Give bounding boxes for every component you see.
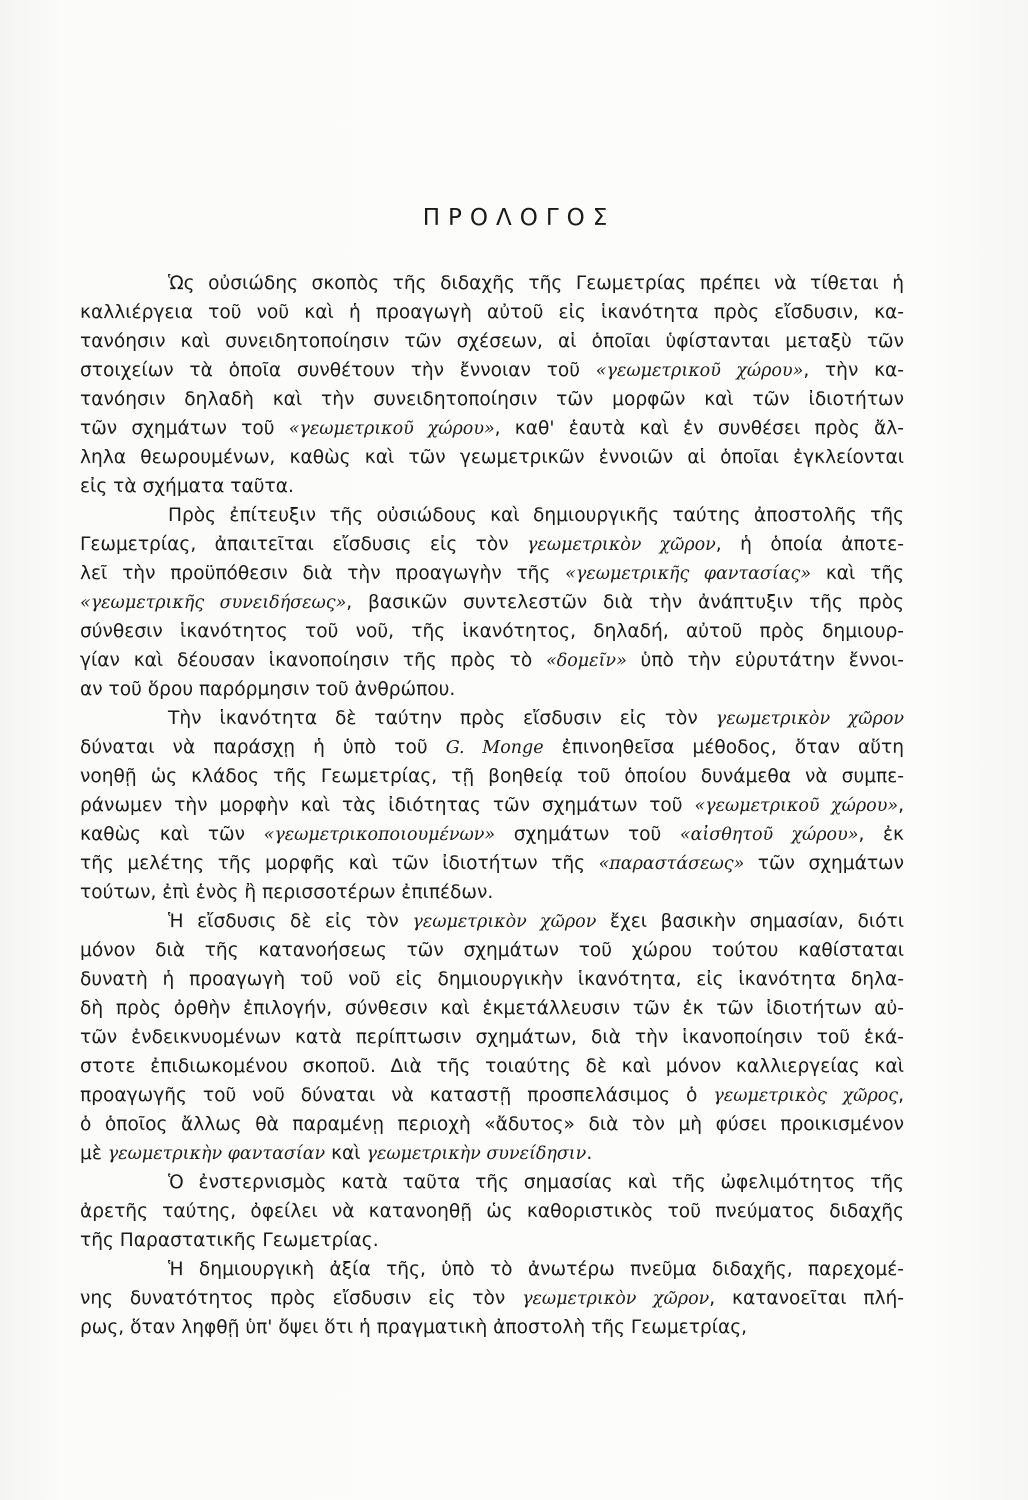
text-run: τανόησιν καὶ συνειδητοποίησιν τῶν σχέσεων, αἱ ὁποῖαι ὑφίστανται μεταξὺ τῶν (80, 331, 904, 352)
text-line (80, 501, 904, 530)
italic-term: γεωμετρικὸν χῶρον (412, 912, 597, 932)
text-line (80, 762, 904, 791)
italic-term: «γεωμετρικῆς φαντασίας» (565, 564, 812, 584)
document-body (80, 269, 904, 1342)
text-run: Ὁ ἐνστερνισμὸς κατὰ ταῦτα τῆς σημασίας καὶ τῆς ὠφελιμότητος τῆς (168, 1172, 904, 1193)
text-line (80, 1226, 904, 1255)
text-run: δύναται νὰ παράσχῃ ἡ ὑπὸ τοῦ (80, 737, 446, 758)
text-run: . (586, 1143, 593, 1164)
text-line (80, 646, 904, 675)
paragraph (80, 907, 904, 1168)
italic-term: γεωμετρικὸν χῶρον (715, 709, 904, 729)
text-line (80, 994, 904, 1023)
italic-term: γεωμετρικὸν χῶρον (522, 1289, 710, 1309)
text-run: νοηθῇ ὡς κλάδος τῆς Γεωμετρίας, τῇ βοηθείᾳ τοῦ ὁποίου δυνάμεθα νὰ συμπε- (80, 766, 904, 787)
text-run: σύνθεσιν ἱκανότητος τοῦ νοῦ, τῆς ἱκανότητος, δηλαδή, αὐτοῦ πρὸς δημιουρ- (80, 621, 904, 642)
page-title: ΠΡΟΛΟΓΟΣ (422, 205, 616, 231)
text-line (80, 588, 904, 617)
text-run: , (898, 795, 904, 816)
text-line (80, 936, 904, 965)
text-line (80, 907, 904, 936)
text-run: ἀρετῆς ταύτης, ὀφείλει νὰ κατανοηθῇ ὡς καθοριστικὸς τοῦ πνεύματος διδαχῆς (80, 1201, 904, 1222)
text-run: στοιχείων τὰ ὁποῖα συνθέτουν τὴν ἔννοιαν τοῦ (80, 360, 596, 381)
text-run: , βασικῶν συντελεστῶν διὰ τὴν ἀνάπτυξιν τῆς πρὸς (346, 592, 904, 613)
text-run: καὶ τῆς (811, 563, 904, 584)
text-line (80, 675, 904, 704)
text-run: λεῖ τὴν προϋπόθεσιν διὰ τὴν προαγωγὴν τῆς (80, 563, 566, 584)
text-run: καλλιέργεια τοῦ νοῦ καὶ ἡ προαγωγὴ αὐτοῦ εἰς ἱκανότητα πρὸς εἴσδυσιν, κα- (80, 302, 904, 323)
italic-term: γεωμετρικὸς χῶρος (713, 1086, 899, 1106)
text-line (80, 1313, 904, 1342)
text-line (80, 559, 904, 588)
text-line (80, 472, 904, 501)
text-run: ἔχει βασικὴν σημασίαν, διότι (596, 911, 904, 932)
text-run: αν τοῦ ὅρου παρόρμησιν τοῦ ἀνθρώπου. (80, 679, 456, 700)
text-line (80, 1081, 904, 1110)
text-run: , τὴν κα- (803, 360, 905, 381)
text-run: γίαν καὶ δέουσαν ἱκανοποίησιν τῆς πρὸς τὸ (80, 650, 547, 671)
paragraph (80, 269, 904, 501)
text-run: ἐπινοηθεῖσα μέθοδος, ὅταν αὕτη (543, 737, 905, 758)
text-run: τῶν σχημάτων (744, 853, 904, 874)
italic-term: «αἰσθητοῦ χώρου» (679, 825, 859, 845)
text-run: μόνον διὰ τῆς κατανοήσεως τῶν σχημάτων τοῦ χώρου τούτου καθίσταται (80, 940, 904, 961)
italic-term: γεωμετρικὴν φαντασίαν (107, 1144, 326, 1164)
text-line (80, 385, 904, 414)
text-run: τῶν σχημάτων τοῦ (80, 418, 289, 439)
text-run: τῆς μελέτης τῆς μορφῆς καὶ τῶν ἰδιοτήτων τῆς (80, 853, 599, 874)
paragraph (80, 501, 904, 704)
text-run: μὲ (80, 1143, 108, 1164)
text-run: νης δυνατότητος πρὸς εἴσδυσιν εἰς τὸν (80, 1288, 523, 1309)
text-run: Πρὸς ἐπίτευξιν τῆς οὐσιώδους καὶ δημιουργικῆς ταύτης ἀποστολῆς τῆς (168, 505, 904, 526)
text-line (80, 298, 904, 327)
text-run: δυνατὴ ἡ προαγωγὴ τοῦ νοῦ εἰς δημιουργικὴν ἱκανότητα, εἰς ἱκανότητα δηλα- (80, 969, 904, 990)
text-run: στοτε ἐπιδιωκομένου σκοποῦ. Διὰ τῆς τοιαύτης δὲ καὶ μόνον καλλιεργείας καὶ (80, 1056, 904, 1077)
text-run: , ἡ ὁποία ἀποτε- (715, 534, 904, 555)
text-line (80, 530, 904, 559)
text-run: , (898, 1085, 904, 1106)
text-line (80, 704, 904, 733)
text-line (80, 414, 904, 443)
paragraph (80, 1168, 904, 1255)
text-line (80, 733, 904, 762)
text-run: ληλα θεωρουμένων, καθὼς καὶ τῶν γεωμετρικῶν ἐννοιῶν αἱ ὁποῖαι ἐγκλείονται (80, 447, 904, 468)
text-line (80, 1110, 904, 1139)
italic-term: G. Monge (445, 738, 544, 758)
text-run: Ἡ εἴσδυσις δὲ εἰς τὸν (168, 911, 413, 932)
paragraph (80, 704, 904, 907)
text-run: ὑπὸ τὴν εὐρυτάτην ἔννοι- (626, 650, 904, 671)
text-line (80, 1023, 904, 1052)
text-line (80, 791, 904, 820)
text-run: τῶν ἐνδεικνυομένων κατὰ περίπτωσιν σχημάτων, διὰ τὴν ἱκανοποίησιν τοῦ ἑκά- (80, 1027, 904, 1048)
text-run: Τὴν ἱκανότητα δὲ ταύτην πρὸς εἴσδυσιν εἰς τὸν (168, 708, 716, 729)
italic-term: «γεωμετρικοῦ χώρου» (288, 419, 495, 439)
text-run: τούτων, ἐπὶ ἑνὸς ἢ περισσοτέρων ἐπιπέδων. (80, 882, 494, 903)
text-run: τῆς Παραστατικῆς Γεωμετρίας. (80, 1230, 379, 1251)
text-line (80, 443, 904, 472)
text-line (80, 849, 904, 878)
text-line (80, 1052, 904, 1081)
text-run: σχημάτων τοῦ (495, 824, 680, 845)
text-run: , ἐκ (858, 824, 904, 845)
italic-term: γεωμετρικὴν συνείδησιν (366, 1144, 587, 1164)
text-run: ὁ ὁποῖος ἄλλως θὰ παραμένῃ περιοχὴ (80, 1114, 485, 1135)
italic-term: γεωμετρικὸν χῶρον (527, 535, 716, 555)
text-line (80, 1197, 904, 1226)
text-line (80, 1284, 904, 1313)
text-run: ρως, ὅταν ληφθῇ ὑπ' ὄψει ὅτι ἡ πραγματικὴ ἀποστολὴ τῆς Γεωμετρίας, (80, 1317, 748, 1338)
text-run: , κατανοεῖται πλή- (709, 1288, 905, 1309)
text-run: ράνωμεν τὴν μορφὴν καὶ τὰς ἰδιότητας τῶν σχημάτων τοῦ (80, 795, 695, 816)
text-line (80, 965, 904, 994)
text-line (80, 617, 904, 646)
text-run: Ἡ δημιουργικὴ ἀξία τῆς, ὑπὸ τὸ ἀνωτέρω πνεῦμα διδαχῆς, παρεχομέ- (168, 1259, 904, 1280)
text-line (80, 327, 904, 356)
text-run: δὴ πρὸς ὀρθὴν ἐπιλογήν, σύνθεσιν καὶ ἐκμετάλλευσιν τῶν ἐκ τῶν ἰδιοτήτων αὐ- (80, 998, 904, 1019)
text-line (80, 269, 904, 298)
italic-term: «γεωμετρικῆς συνειδήσεως» (80, 593, 347, 613)
text-line (80, 356, 904, 385)
text-line (80, 1139, 904, 1168)
text-run: προαγωγῆς τοῦ νοῦ δύναται νὰ καταστῇ προσπελάσιμος ὁ (80, 1085, 714, 1106)
italic-term: «παραστάσεως» (598, 854, 745, 874)
text-line (80, 878, 904, 907)
text-run: τανόησιν δηλαδὴ καὶ τὴν συνειδητοποίησιν τῶν μορφῶν καὶ τῶν ἰδιοτήτων (80, 389, 904, 410)
text-line (80, 1168, 904, 1197)
text-run: εἰς τὰ σχήματα ταῦτα. (80, 476, 294, 497)
text-run: Ὡς οὐσιώδης σκοπὸς τῆς διδαχῆς τῆς Γεωμετρίας πρέπει νὰ τίθεται ἡ (168, 273, 904, 294)
paragraph (80, 1255, 904, 1342)
text-run: διὰ τὸν μὴ φύσει προικισμένον (574, 1114, 904, 1135)
italic-term: «γεωμετρικοῦ χώρου» (595, 361, 804, 381)
italic-term: «δομεῖν» (546, 651, 627, 671)
text-run: «ἄδυτος» (484, 1114, 575, 1135)
italic-term: «γεωμετρικοποιουμένων» (263, 825, 496, 845)
text-line (80, 1255, 904, 1284)
text-run: , καθ' ἑαυτὰ καὶ ἐν συνθέσει πρὸς ἄλ- (494, 418, 904, 439)
text-run: Γεωμετρίας, ἀπαιτεῖται εἴσδυσις εἰς τὸν (80, 534, 528, 555)
text-run: καὶ (325, 1143, 367, 1164)
italic-term: «γεωμετρικοῦ χώρου» (694, 796, 899, 816)
text-run: καθὼς καὶ τῶν (80, 824, 264, 845)
text-line (80, 820, 904, 849)
